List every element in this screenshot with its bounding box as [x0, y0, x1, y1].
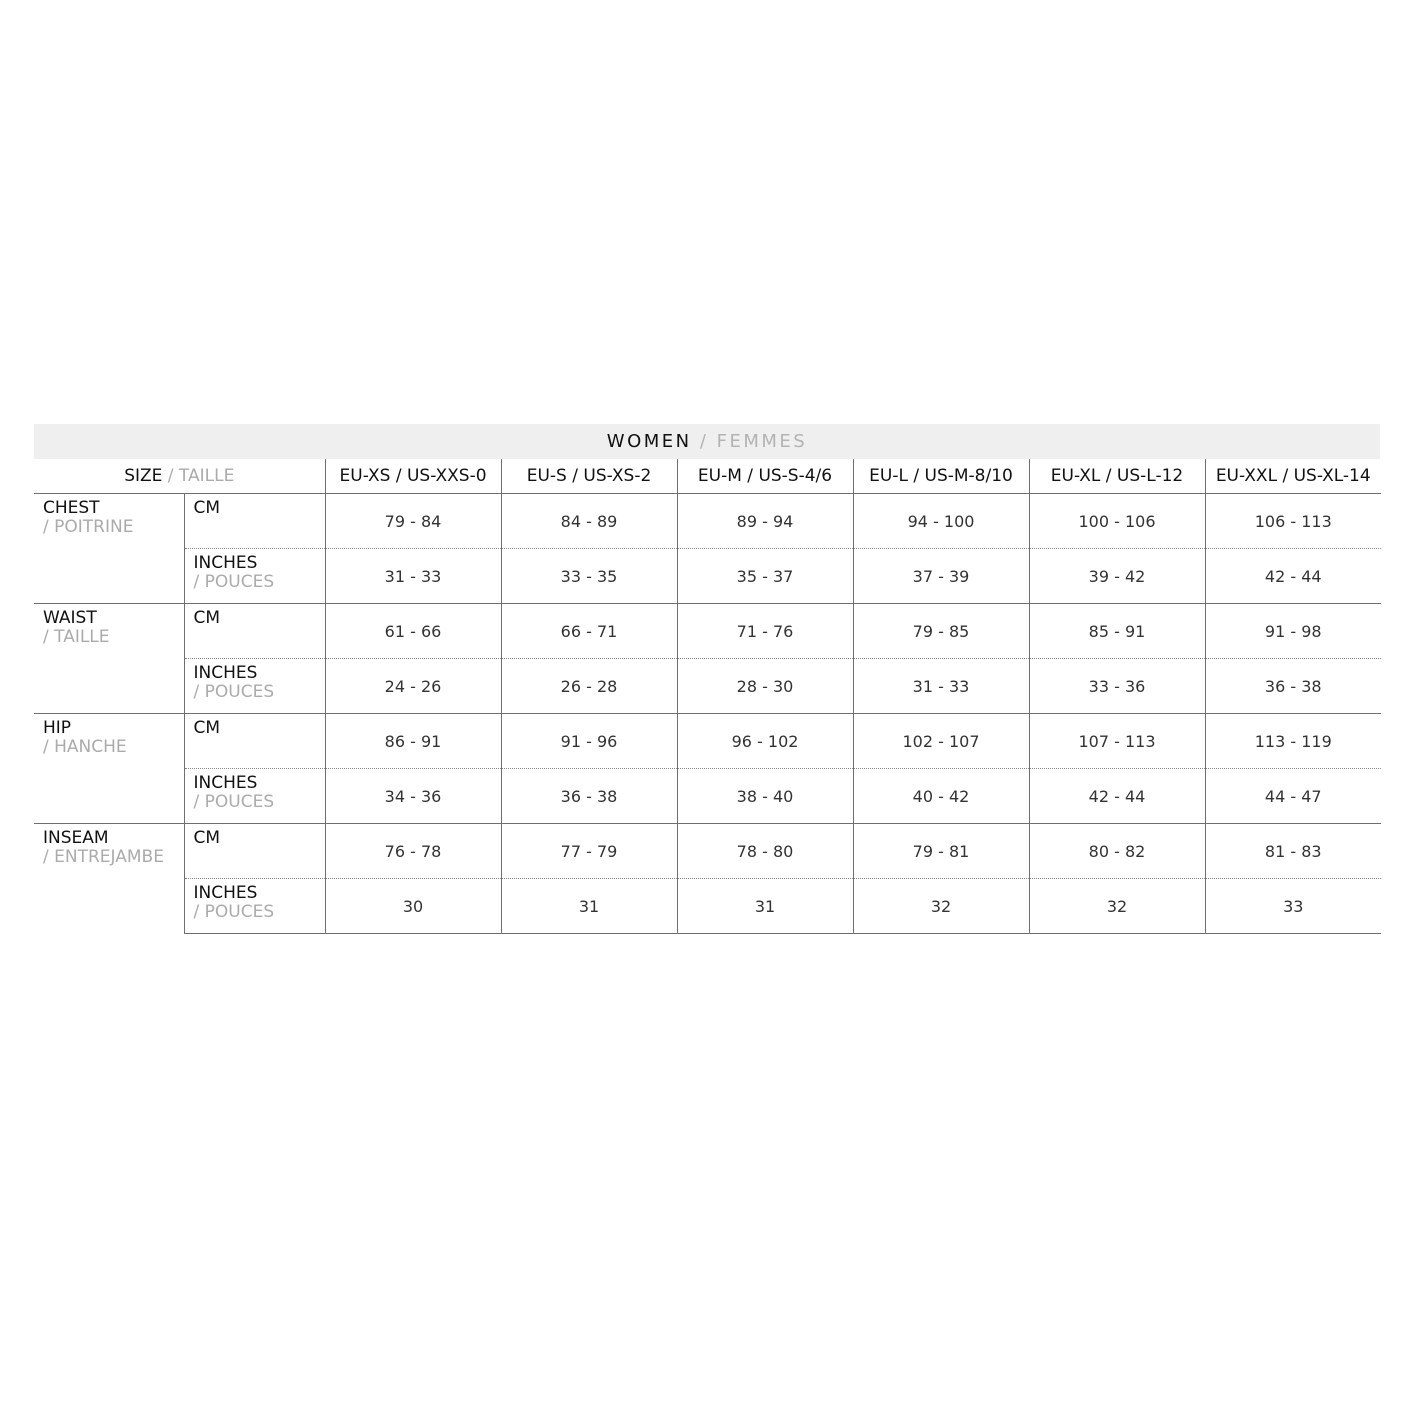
table-cell: 79 - 84 [325, 494, 501, 549]
unit-cm: CM [193, 498, 221, 518]
unit-cm: CM [193, 718, 221, 738]
table-cell: 106 - 113 [1205, 494, 1381, 549]
unit-inches-sub: / POUCES [193, 792, 275, 812]
size-label-sub: / TAILLE [167, 466, 235, 486]
table-cell: 24 - 26 [325, 659, 501, 714]
unit-label [184, 549, 325, 604]
table-cell: 34 - 36 [325, 769, 501, 824]
table-cell: 81 - 83 [1205, 824, 1381, 879]
table-cell: 102 - 107 [853, 714, 1029, 769]
table-cell: 39 - 42 [1029, 549, 1205, 604]
table-cell: 40 - 42 [853, 769, 1029, 824]
table-row [34, 549, 1381, 604]
table-cell: 94 - 100 [853, 494, 1029, 549]
table-cell: 36 - 38 [1205, 659, 1381, 714]
table-row [34, 604, 1381, 659]
unit-inches-sub: / POUCES [193, 902, 275, 922]
table-cell: 85 - 91 [1029, 604, 1205, 659]
unit-label [184, 604, 325, 659]
size-label: SIZE [124, 466, 163, 486]
table-cell: 31 - 33 [325, 549, 501, 604]
table-cell: 61 - 66 [325, 604, 501, 659]
table-cell: 66 - 71 [501, 604, 677, 659]
unit-label [184, 659, 325, 714]
measure-label [34, 824, 184, 934]
size-col-header: EU-XS / US-XXS-0 [325, 459, 501, 494]
measure-name: HIP [43, 718, 72, 738]
table-row [34, 494, 1381, 549]
table-row [34, 659, 1381, 714]
table-cell: 33 - 36 [1029, 659, 1205, 714]
measure-name: INSEAM [43, 828, 109, 848]
unit-inches: INCHES [193, 883, 258, 903]
unit-label [184, 714, 325, 769]
table-row [34, 714, 1381, 769]
table-cell: 96 - 102 [677, 714, 853, 769]
unit-inches: INCHES [193, 553, 258, 573]
table-cell: 32 [1029, 879, 1205, 934]
table-cell: 107 - 113 [1029, 714, 1205, 769]
title-main: WOMEN [606, 431, 692, 452]
table-cell: 38 - 40 [677, 769, 853, 824]
table-cell: 42 - 44 [1029, 769, 1205, 824]
measure-name-sub: / ENTREJAMBE [43, 847, 164, 867]
table-cell: 33 [1205, 879, 1381, 934]
table-row [34, 879, 1381, 934]
header-row [34, 459, 1381, 494]
table-cell: 30 [325, 879, 501, 934]
unit-label [184, 824, 325, 879]
table-cell: 28 - 30 [677, 659, 853, 714]
table-cell: 31 - 33 [853, 659, 1029, 714]
size-table [34, 459, 1381, 934]
table-cell: 33 - 35 [501, 549, 677, 604]
table-cell: 71 - 76 [677, 604, 853, 659]
measure-name-sub: / HANCHE [43, 737, 127, 757]
measure-name-sub: / TAILLE [43, 627, 110, 647]
table-row [34, 824, 1381, 879]
chart-title [34, 424, 1380, 459]
size-chart [34, 424, 1380, 934]
table-cell: 31 [501, 879, 677, 934]
table-cell: 79 - 85 [853, 604, 1029, 659]
unit-cm: CM [193, 608, 221, 628]
table-cell: 100 - 106 [1029, 494, 1205, 549]
size-header [34, 459, 325, 494]
measure-label [34, 494, 184, 604]
title-sub: / FEMMES [699, 431, 808, 452]
table-cell: 35 - 37 [677, 549, 853, 604]
table-cell: 91 - 96 [501, 714, 677, 769]
table-row [34, 769, 1381, 824]
measure-name: WAIST [43, 608, 97, 628]
table-cell: 76 - 78 [325, 824, 501, 879]
table-cell: 89 - 94 [677, 494, 853, 549]
table-cell: 36 - 38 [501, 769, 677, 824]
table-cell: 86 - 91 [325, 714, 501, 769]
measure-label [34, 714, 184, 824]
table-cell: 42 - 44 [1205, 549, 1381, 604]
unit-inches: INCHES [193, 663, 258, 683]
table-cell: 113 - 119 [1205, 714, 1381, 769]
unit-inches-sub: / POUCES [193, 572, 275, 592]
table-cell: 80 - 82 [1029, 824, 1205, 879]
unit-label [184, 494, 325, 549]
size-col-header: EU-S / US-XS-2 [501, 459, 677, 494]
measure-label [34, 604, 184, 714]
unit-inches: INCHES [193, 773, 258, 793]
table-cell: 78 - 80 [677, 824, 853, 879]
size-col-header: EU-XXL / US-XL-14 [1205, 459, 1381, 494]
size-col-header: EU-L / US-M-8/10 [853, 459, 1029, 494]
table-cell: 79 - 81 [853, 824, 1029, 879]
table-cell: 26 - 28 [501, 659, 677, 714]
table-cell: 44 - 47 [1205, 769, 1381, 824]
unit-label [184, 879, 325, 934]
measure-name-sub: / POITRINE [43, 517, 134, 537]
table-cell: 77 - 79 [501, 824, 677, 879]
table-cell: 84 - 89 [501, 494, 677, 549]
unit-label [184, 769, 325, 824]
table-cell: 32 [853, 879, 1029, 934]
unit-inches-sub: / POUCES [193, 682, 275, 702]
table-cell: 31 [677, 879, 853, 934]
size-col-header: EU-XL / US-L-12 [1029, 459, 1205, 494]
measure-name: CHEST [43, 498, 100, 518]
table-cell: 91 - 98 [1205, 604, 1381, 659]
unit-cm: CM [193, 828, 221, 848]
size-col-header: EU-M / US-S-4/6 [677, 459, 853, 494]
table-cell: 37 - 39 [853, 549, 1029, 604]
